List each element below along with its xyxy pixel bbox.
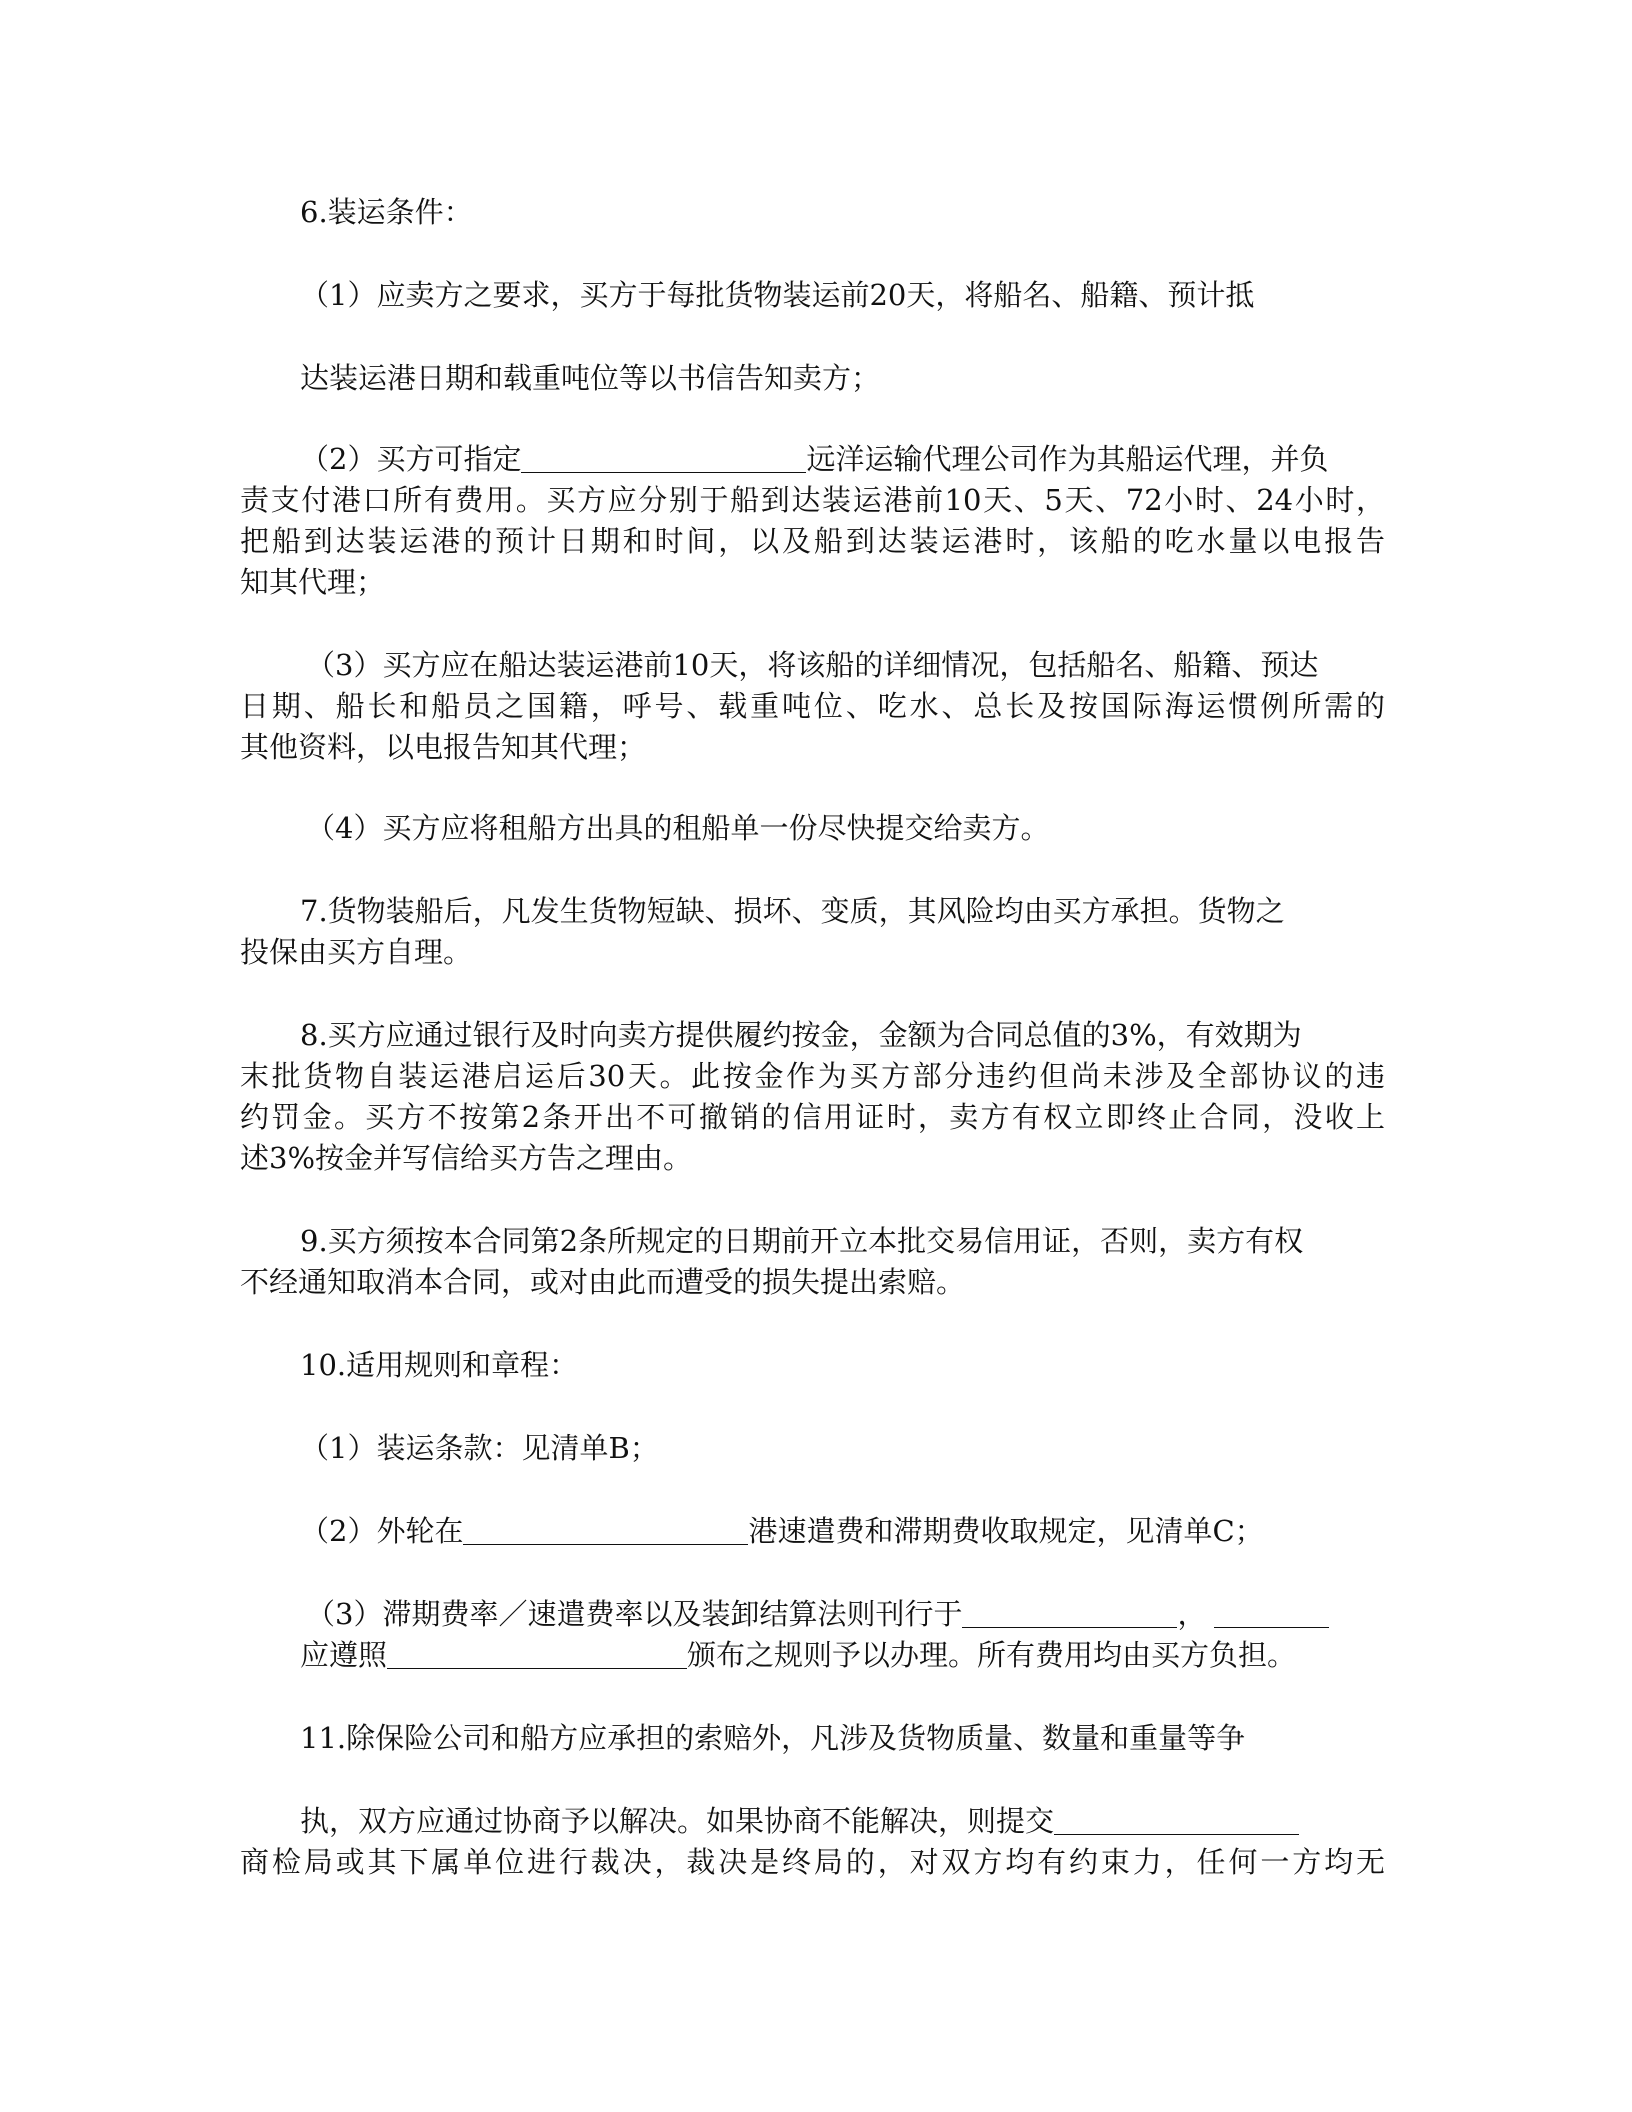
clause-6-1-line-1: （1）应卖方之要求，买方于每批货物装运前20天，将船名、船籍、预计抵: [300, 278, 1255, 312]
issuer-blank: [387, 1640, 687, 1669]
clause-10-1: （1）装运条款：见清单B；: [300, 1431, 659, 1465]
section-8-line-2: 末批货物自装运港启运后30天。此按金作为买方部分违约但尚未涉及全部协议的违: [240, 1059, 1385, 1093]
clause-10-3-comma: ，: [1177, 1597, 1207, 1631]
clause-10-2: [300, 1511, 1445, 1551]
clause-10-2-text-after-blank: 港速遣费和滞期费收取规定，见清单C；: [748, 1514, 1264, 1548]
clause-6-4: （4）买方应将租船方出具的租船单一份尽快提交给卖方。: [306, 811, 1050, 845]
port-name-blank: [463, 1516, 748, 1545]
clause-6-3-line-3: 其他资料，以电报告知其代理；: [240, 730, 647, 764]
clause-10-3-text-before-blank: （3）滞期费率／速遣费率以及装卸结算法则刊行于: [306, 1597, 963, 1631]
section-9-line-1: 9.买方须按本合同第2条所规定的日期前开立本批交易信用证，否则，卖方有权: [300, 1224, 1304, 1258]
section-11-line-2-text: 执，双方应通过协商予以解决。如果协商不能解决，则提交: [300, 1804, 1055, 1838]
authority-blank: [1214, 1599, 1329, 1628]
clause-6-3-line-2: 日期、船长和船员之国籍，呼号、载重吨位、吃水、总长及按国际海运惯例所需的: [240, 689, 1385, 723]
clause-6-3-line-1: （3）买方应在船达装运港前10天，将该船的详细情况，包括船名、船籍、预达: [306, 648, 1319, 682]
clause-10-3-line-2: [300, 1635, 1445, 1675]
clause-10-3-line-2-suffix: 颁布之规则予以办理。所有费用均由买方负担。: [687, 1638, 1297, 1672]
publication-blank: [962, 1599, 1177, 1628]
arbitration-body-blank: [1054, 1806, 1299, 1835]
section-11-line-1: 11.除保险公司和船方应承担的索赔外，凡涉及货物质量、数量和重量等争: [300, 1721, 1246, 1755]
clause-6-2-text-before-blank: （2）买方可指定: [300, 442, 522, 476]
clause-6-1-line-2: 达装运港日期和载重吨位等以书信告知卖方；: [300, 361, 881, 395]
clause-6-2-line-2: 责支付港口所有费用。买方应分别于船到达装运港前10天、5天、72小时、24小时，: [240, 483, 1385, 517]
clause-10-3-line-2-prefix: 应遵照: [300, 1638, 388, 1672]
section-10-heading: 10.适用规则和章程：: [300, 1348, 579, 1382]
agent-company-blank: [521, 444, 806, 473]
section-11-line-2: [300, 1801, 1445, 1841]
section-8-line-4: 述3%按金并写信给买方告之理由。: [240, 1141, 693, 1175]
section-8-line-1: 8.买方应通过银行及时向卖方提供履约按金，金额为合同总值的3%，有效期为: [300, 1018, 1302, 1052]
clause-6-2-line-3: 把船到达装运港的预计日期和时间，以及船到达装运港时，该船的吃水量以电报告: [240, 524, 1385, 558]
section-8-line-3: 约罚金。买方不按第2条开出不可撤销的信用证时，卖方有权立即终止合同，没收上: [240, 1100, 1385, 1134]
section-7-line-1: 7.货物装船后，凡发生货物短缺、损坏、变质，其风险均由买方承担。货物之: [300, 894, 1285, 928]
section-7-line-2: 投保由买方自理。: [240, 935, 473, 969]
clause-6-2-line-4: 知其代理；: [240, 565, 386, 599]
clause-6-2-text-after-blank: 远洋运输代理公司作为其船运代理，并负: [806, 442, 1329, 476]
section-9-line-2: 不经通知取消本合同，或对由此而遭受的损失提出索赔。: [240, 1265, 966, 1299]
section-6-heading: 6.装运条件：: [300, 195, 473, 229]
clause-6-2-line-1: [300, 439, 1445, 479]
clause-10-3-line-1: [306, 1594, 1451, 1634]
clause-10-2-text-before-blank: （2）外轮在: [300, 1514, 464, 1548]
section-11-line-3: 商检局或其下属单位进行裁决，裁决是终局的，对双方均有约束力，任何一方均无: [240, 1845, 1385, 1879]
